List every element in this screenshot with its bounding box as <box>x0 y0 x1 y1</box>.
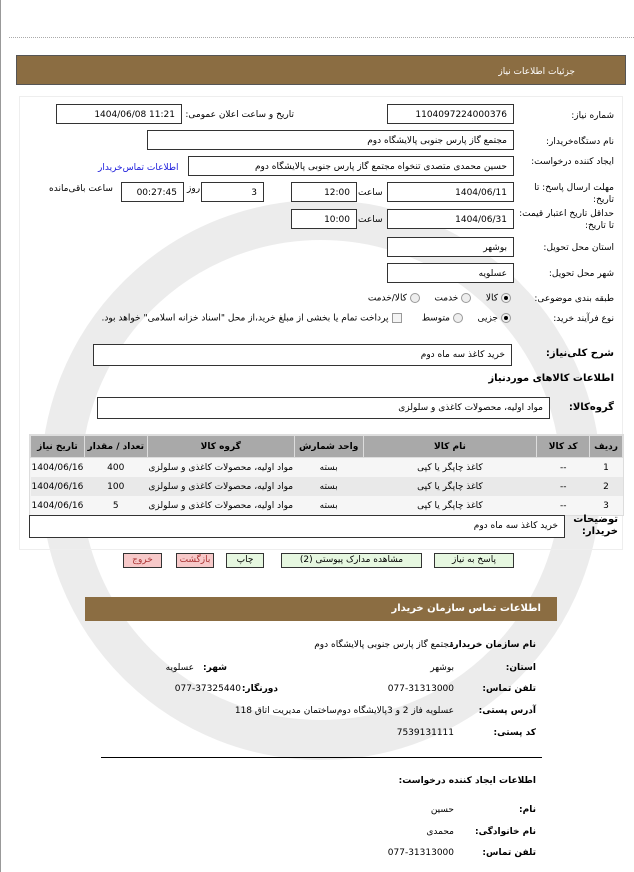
cell-name: کاغذ چاپگر یا کپی <box>363 496 537 515</box>
radio-medium[interactable] <box>453 313 463 323</box>
process-radio-group <box>102 313 514 324</box>
city-field: عسلویه <box>387 263 514 283</box>
cell-date: 1404/06/16 <box>31 458 85 478</box>
contact-phone-label: تلفن تماس: <box>482 684 536 694</box>
process-label: نوع فرآیند خرید: <box>553 314 614 324</box>
col-code: کد کالا <box>537 436 590 458</box>
table-header-row <box>31 436 623 458</box>
col-row: ردیف <box>590 436 623 458</box>
col-date: تاریخ نیاز <box>31 436 85 458</box>
contact-address: عسلویه فاز 2 و 3پالایشگاه دوم‌ساختمان مدیریت اتاق 118 <box>234 706 454 716</box>
cell-group: مواد اولیه، محصولات کاغذی و سلولزی <box>147 477 294 496</box>
validity-date-field: 1404/06/31 <box>387 209 514 229</box>
radio-service-label: خدمت <box>434 293 459 304</box>
print-button[interactable]: چاپ <box>226 553 264 568</box>
contact-title: اطلاعات تماس سازمان خریدار <box>391 603 541 614</box>
cell-qty: 100 <box>84 477 147 496</box>
cell-code: -- <box>537 496 590 515</box>
need-number-field: 1104097224000376 <box>387 104 514 124</box>
cell-qty: 5 <box>84 496 147 515</box>
province-field: بوشهر <box>387 237 514 257</box>
validity-time-field: 10:00 <box>291 209 357 229</box>
col-group: گروه کالا <box>147 436 294 458</box>
buyer-org-label: نام دستگاه‌خریدار: <box>545 137 614 147</box>
province-label: استان محل تحویل: <box>543 243 614 253</box>
cell-row: 3 <box>590 496 623 515</box>
creator-field: حسین محمدی متصدی تنخواه مجتمع گاز پارس جنوبی پالایشگاه دوم <box>188 156 514 176</box>
buyer-notes-field: خرید کاغذ سه ماه دوم <box>29 515 565 538</box>
contact-city: عسلویه <box>165 663 194 673</box>
buyer-notes-label: توضیحات خریدار: <box>573 514 618 537</box>
radio-goods-label: کالا <box>485 293 498 304</box>
goods-table-wrapper <box>29 434 624 516</box>
cell-group: مواد اولیه، محصولات کاغذی و سلولزی <box>147 458 294 478</box>
header-bar <box>16 55 626 85</box>
creator-heading: اطلاعات ایجاد کننده درخواست: <box>398 776 536 786</box>
remaining-time-field: 00:27:45 <box>121 182 184 202</box>
contact-fax: 077-37325440 <box>174 684 241 694</box>
cell-group: مواد اولیه، محصولات کاغذی و سلولزی <box>147 496 294 515</box>
contact-city-label: شهر: <box>203 663 227 673</box>
announce-field: 1404/06/08 11:21 <box>56 104 182 124</box>
back-button[interactable]: بازگشت <box>176 553 214 568</box>
announce-label: تاریخ و ساعت اعلان عمومی: <box>185 110 294 120</box>
cell-unit: بسته <box>294 458 363 478</box>
contact-bar <box>85 597 557 621</box>
days-label: روز <box>187 184 201 194</box>
divider <box>9 37 634 38</box>
cell-date: 1404/06/16 <box>31 496 85 515</box>
cell-qty: 400 <box>84 458 147 478</box>
attachments-button[interactable]: مشاهده مدارک پیوستی (2) <box>281 553 422 568</box>
deadline-time-field: 12:00 <box>291 182 357 202</box>
radio-service[interactable] <box>461 293 471 303</box>
creator-family-label: نام خانوادگی: <box>474 827 536 837</box>
cell-row: 2 <box>590 477 623 496</box>
deadline-date-field: 1404/06/11 <box>387 182 514 202</box>
radio-goods-service[interactable] <box>410 293 420 303</box>
col-name: نام کالا <box>363 436 537 458</box>
goods-group-label: گروه‌کالا: <box>568 402 614 413</box>
radio-goods-service-label: کالا/خدمت <box>367 293 407 304</box>
contact-org: مجتمع گاز پارس جنوبی پالایشگاه دوم <box>314 640 454 650</box>
creator-name: حسین <box>430 805 454 815</box>
radio-medium-label: متوسط <box>421 313 450 324</box>
cell-code: -- <box>537 477 590 496</box>
cell-unit: بسته <box>294 496 363 515</box>
buyer-org-field: مجتمع گاز پارس جنوبی پالایشگاه دوم <box>147 130 514 150</box>
validity-label: حداقل تاریخ اعتبار قیمت: تا تاریخ: <box>519 209 614 231</box>
cell-row: 1 <box>590 458 623 478</box>
contact-phone: 077-31313000 <box>387 684 454 694</box>
radio-goods[interactable] <box>501 293 511 303</box>
need-number-label: شماره نیاز: <box>571 111 614 121</box>
goods-heading: اطلاعات کالاهای موردنیاز <box>488 373 614 384</box>
reply-button[interactable]: پاسخ به نیاز <box>434 553 514 568</box>
contact-org-label: نام سازمان خریدار: <box>449 640 536 650</box>
treasury-checkbox[interactable] <box>392 313 402 323</box>
deadline-hour-label: ساعت <box>358 188 383 198</box>
creator-phone: 077-31313000 <box>387 848 454 858</box>
cell-name: کاغذ چاپگر یا کپی <box>363 458 537 478</box>
creator-family: محمدی <box>426 827 454 837</box>
cell-date: 1404/06/16 <box>31 477 85 496</box>
col-qty: تعداد / مقدار <box>84 436 147 458</box>
buyer-contact-link[interactable]: اطلاعات تماس‌خریدار <box>98 163 179 173</box>
radio-minor-label: جزیی <box>477 313 498 324</box>
category-label: طبقه بندی موضوعی: <box>534 294 614 304</box>
radio-minor[interactable] <box>501 313 511 323</box>
exit-button[interactable]: خروج <box>123 553 162 568</box>
contact-divider <box>101 757 542 758</box>
table-row <box>31 477 623 496</box>
contact-province: بوشهر <box>430 663 454 673</box>
page-title: جزئیات اطلاعات نیاز <box>498 67 575 77</box>
table-row <box>31 496 623 515</box>
contact-address-label: آدرس پستی: <box>478 706 536 716</box>
goods-group-field: مواد اولیه، محصولات کاغذی و سلولزی <box>97 397 550 419</box>
summary-field: خرید کاغذ سه ماه دوم <box>93 344 512 366</box>
creator-name-label: نام: <box>519 805 536 815</box>
creator-label: ایجاد کننده درخواست: <box>531 157 614 167</box>
treasury-note: پرداخت تمام یا بخشی از مبلغ خرید،از محل "اسناد خزانه اسلامی" خواهد بود. <box>101 313 389 324</box>
validity-hour-label: ساعت <box>358 215 383 225</box>
category-radio-group <box>368 293 514 304</box>
col-unit: واحد شمارش <box>294 436 363 458</box>
cell-code: -- <box>537 458 590 478</box>
city-label: شهر محل تحویل: <box>548 269 614 279</box>
cell-name: کاغذ چاپگر یا کپی <box>363 477 537 496</box>
contact-fax-label: دورنگار: <box>241 684 278 694</box>
contact-province-label: استان: <box>505 663 536 673</box>
deadline-label: مهلت ارسال پاسخ: تا تاریخ: <box>534 183 614 205</box>
summary-label: شرح کلی‌نیاز: <box>545 348 614 359</box>
table-row <box>31 458 623 478</box>
remaining-label: ساعت باقی‌مانده <box>49 184 113 194</box>
contact-postal-label: کد پستی: <box>493 728 536 738</box>
contact-postal: 7539131111 <box>396 728 454 738</box>
cell-unit: بسته <box>294 477 363 496</box>
goods-table <box>30 435 623 515</box>
creator-phone-label: تلفن تماس: <box>482 848 536 858</box>
days-field: 3 <box>201 182 264 202</box>
